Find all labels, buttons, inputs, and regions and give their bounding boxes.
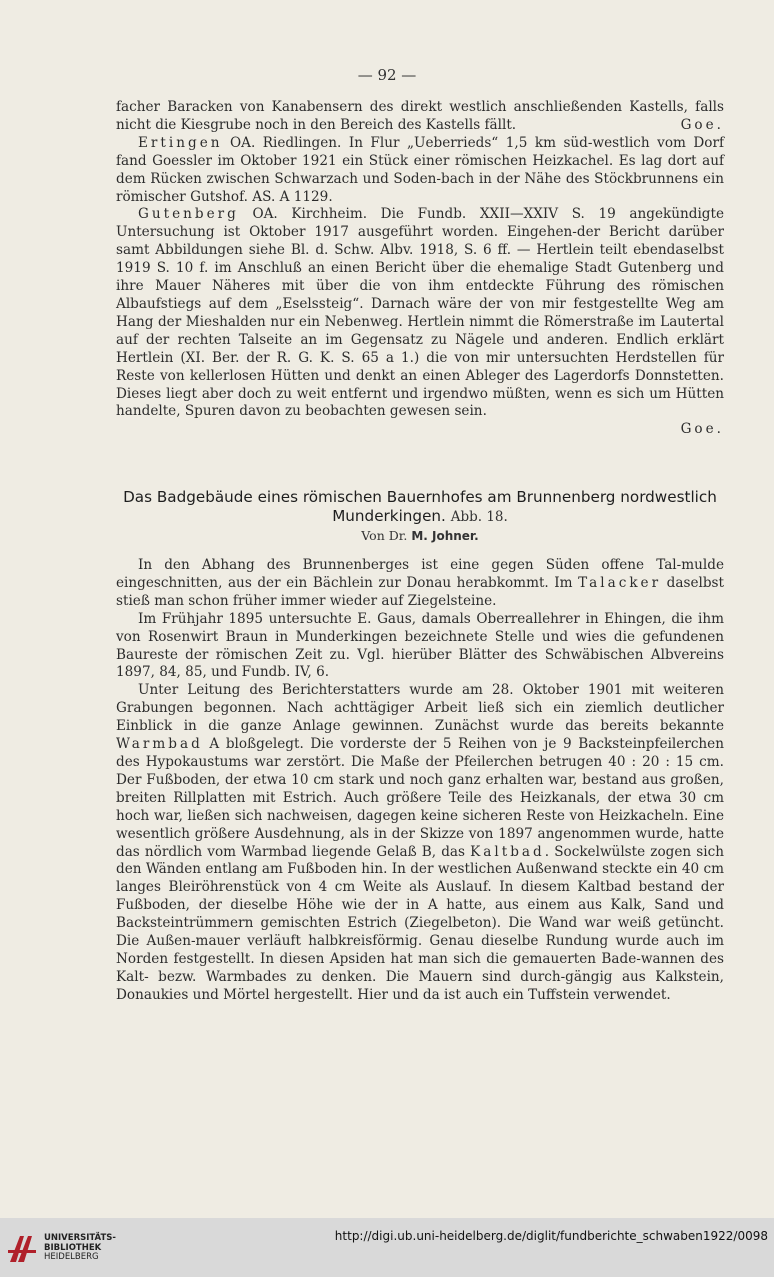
author-name: M. Johner. [411, 529, 479, 543]
byline [116, 527, 724, 545]
figure-ref: Abb. 18. [450, 509, 508, 525]
permalink-url[interactable]: http://digi.ub.uni-heidelberg.de/diglit/fundberichte_schwaben1922/0098 [334, 1229, 768, 1243]
spaced-term: Warmbad [116, 736, 203, 753]
signature: Goe. [680, 421, 724, 438]
text-run: daselbst stieß man schon früher immer wieder auf Ziegelsteine. [116, 574, 724, 609]
paragraph-ertingen [116, 135, 724, 207]
byline-prefix: Von Dr. [361, 528, 408, 543]
paragraph [116, 682, 724, 1004]
text-run: Im Frühjahr 1895 untersuchte E. Gaus, damals Oberreallehrer in Ehingen, die ihm von Rosenwirt Braun in Munderkingen bezeichnete Stelle und wies die gefundenen Baureste der römischen Zeit zu. Vgl. hierüber Blätter des Schwäbischen Albvereins 1897, 84, 85, und Fundb. IV, 6. [116, 610, 724, 681]
paragraph-text: OA. Riedlingen. In Flur „Ueberrieds“ 1,5 km süd-westlich vom Dorf fand Goessler im Oktober 1921 ein Stück einer römischen Heizkachel. Es lag dort auf dem Rücken zwischen Schwarzach und Soden-bach in der Nähe des Stöckbrunnens ein römischer Gutshof. AS. A 1129. [116, 134, 724, 205]
library-name-line: UNIVERSITÄTS- [44, 1233, 116, 1243]
library-logo-icon [6, 1232, 40, 1266]
text-run: . Sockelwülste zogen sich den Wänden entlang am Fußboden hin. In der westlichen Außenwand steckte ein 40 cm langes Bleiröhrenstück von 4 cm Weite als Auslauf. In diesem Kaltbad bestand der Fußboden, der dieselbe Höhe wie der in A hatte, aus einem aus Kalk, Sand und Backsteintrümmern gemischten Estrich (Ziegelbeton). Die Wand war weiß getüncht. Die Außen-mauer verläuft halbkreisförmig. Genau dieselbe Rundung wurde auch im Norden festgestellt. In diesen Apsiden hat man sich die gemauerten Bade-wannen des Kalt- bezw. Warmbades zu denken. Die Mauern sind durch-gängig aus Kalkstein, Donaukies und Mörtel hergestellt. Hier und da ist auch ein Tuffstein verwendet. [116, 843, 724, 1003]
viewer-footer [0, 1218, 774, 1277]
paragraph-gutenberg [116, 206, 724, 421]
library-name-line: HEIDELBERG [44, 1252, 99, 1262]
paragraph-continued [116, 99, 724, 135]
text-run: A bloßgelegt. Die vorderste der 5 Reihen von je 9 Backsteinpfeilerchen des Hypokaustums war zerstört. Die Maße der Pfeilerchen betrugen 40 : 20 : 15 cm. Der Fußboden, der etwa 10 cm stark und noch ganz erhalten war, bestand aus großen, breiten Rillplatten mit Estrich. Auch größere Teile des Heizkanals, der etwa 30 cm hoch war, ließen sich nachweisen, dagegen keine sicheren Reste von Heizkacheln. Eine wesentlich größere Ausdehnung, als in der Skizze von 1897 angenommen wurde, hatte das nördlich vom Warmbad liegende Gelaß B, das [116, 736, 724, 860]
library-name [44, 1234, 116, 1263]
library-name-line: BIBLIOTHEK [44, 1242, 102, 1253]
paragraph-text: OA. Kirchheim. Die Fundb. XXII—XXIV S. 19 angekündigte Untersuchung ist Oktober 1917 ausgeführt worden. Eingehen-der Bericht darüber samt Abbildungen siehe Bl. d. Schw. Albv. 1918, S. 6 ff. — Hertlein teilt ebendaselbst 1919 S. 10 f. im Anschluß an einen Bericht über die ehemalige Stadt Gutenberg und ihre Mauer Näheres mit über die von ihm entdeckte Führung des römischen Albaufstiegs auf dem „Eselssteig“. Darnach wäre der von mir festgestellte Weg am Hang der Mieshalden nur ein Nebenweg. Hertlein nimmt die Römerstraße im Lautertal auf der rechten Talseite an im Gegensatz zu Nägele und anderen. Endlich erklärt Hertlein (XI. Ber. der R. G. K. S. 65 a 1.) die von mir untersuchten Herdstellen für Reste von kellerlosen Hütten und denkt an einen Ableger des Lagerdorfs Donnstetten. Dieses liegt aber doch zu weit entfernt und irgendwo müßten, wenn es sich um Hütten handelte, Spuren davon zu beobachten gewesen sein. [116, 206, 724, 420]
article-title [116, 488, 724, 527]
place-name: Ertingen [138, 134, 223, 151]
article-heading [116, 488, 724, 545]
place-name: Gutenberg [138, 206, 239, 223]
text-block-1 [116, 99, 724, 439]
text-block-2 [116, 557, 724, 1005]
title-text: Das Badgebäude eines römischen Bauernhofes am Brunnenberg nordwestlich Munderkingen. [123, 488, 717, 525]
text-run: Unter Leitung des Berichterstatters wurde am 28. Oktober 1901 mit weiteren Grabungen begonnen. Nach achttägiger Arbeit ließ sich ein ziemlich deutlicher Einblick in die ganze Anlage gewinnen. Zunächst wurde das bereits bekannte [116, 682, 724, 735]
signature: Goe. [680, 116, 724, 133]
spaced-term: Kaltbad [470, 843, 545, 860]
text-run: In den Abhang des Brunnenberges ist eine gegen Süden offene Tal-mulde eingeschnitten, aus der ein Bächlein zur Donau herabkommt. Im [116, 557, 724, 591]
spaced-term: Talacker [578, 574, 662, 591]
paragraph [116, 557, 724, 611]
paragraph-text: facher Baracken von Kanabensern des direkt westlich anschließenden Kastells, falls nicht die Kiesgrube noch in den Bereich des Kastells fällt. [116, 99, 724, 133]
paragraph [116, 611, 724, 683]
page-number: — 92 — [357, 66, 417, 84]
